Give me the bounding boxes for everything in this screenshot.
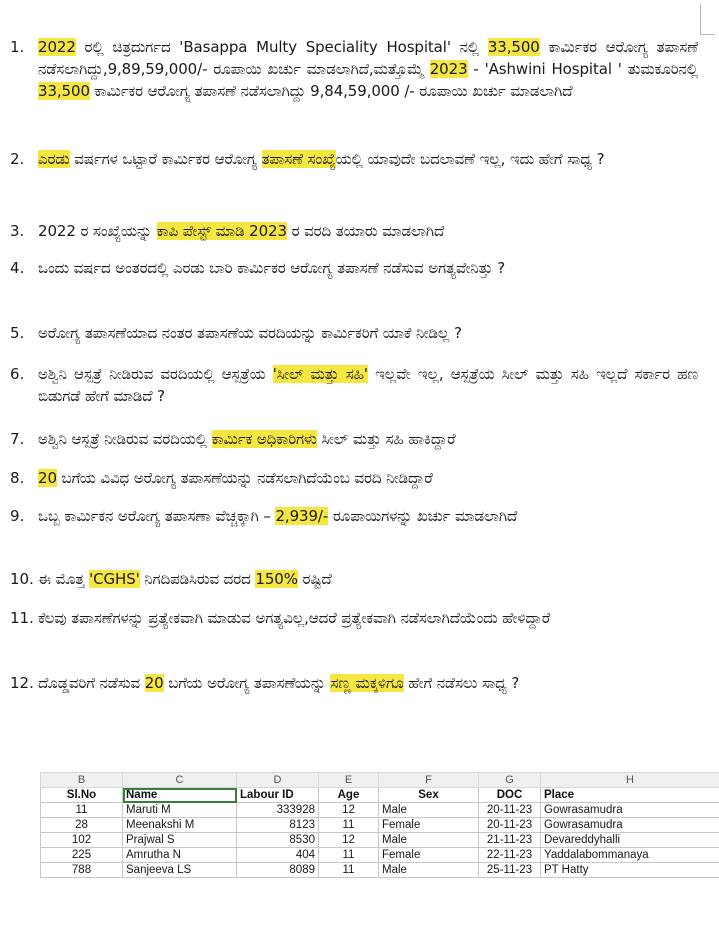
- cell-name[interactable]: Amrutha N: [123, 848, 237, 863]
- cell-doc[interactable]: 20-11-23: [479, 803, 541, 818]
- text-run: ಕೆಲವು ತಪಾಸಣೆಗಳನ್ನು ಪ್ರತ್ಯೇಕವಾಗಿ ಮಾಡುವ ಅಗತ್ಯವಿಲ್ಲ,ಆದರೆ ಪ್ರತ್ಯೇಕವಾಗಿ ನಡೆಸಲಾಗಿದೆಯೆಂದು ಹೇಳಿದ್ದಾರೆ: [38, 609, 551, 627]
- text-run: ಬಗೆಯ ವಿವಿಧ ಅರೋಗ್ಯ ತಪಾಸಣೆಯನ್ನು ನಡೆಸಲಾಗಿದೆಯೆಂಬ ವರದಿ ನೀಡಿದ್ದಾರೆ: [56, 469, 433, 487]
- cell-sex[interactable]: Male: [379, 863, 479, 878]
- item-text: [38, 148, 698, 170]
- highlighted-text: ಎರಡು: [38, 150, 70, 168]
- cell-place[interactable]: Yaddalabommanaya: [541, 848, 719, 863]
- item-text: [38, 428, 698, 450]
- cell-sl-no[interactable]: 11: [41, 803, 123, 818]
- item-text: [38, 36, 698, 102]
- item-text: [38, 505, 698, 527]
- item-text: [38, 568, 698, 590]
- text-run: ನಿಗದಿಪಡಿಸಿರುವ ದರದ: [139, 570, 256, 588]
- column-letter-row: [41, 773, 719, 788]
- text-run: ಕಾರ್ಮಿಕರ ಆರೋಗ್ಯ ತಪಾಸಣೆ ನಡೆಸಲಾಗಿದ್ದು,9,89,59,000/- ರೂಪಾಯಿ ಖರ್ಚು ಮಾಡಲಾಗಿದೆ,ಮತ್ತೊಮ್ಮೆ: [38, 38, 698, 78]
- text-run: ರ ವರದಿ ತಯಾರು ಮಾಡಲಾಗಿದೆ: [286, 222, 445, 240]
- header-age[interactable]: Age: [319, 788, 379, 803]
- text-run: ವರ್ಷಗಳ ಒಟ್ಟಾರೆ ಕಾರ್ಮಿಕರ ಆರೋಗ್ಯ: [69, 150, 262, 168]
- column-letter[interactable]: B: [41, 773, 123, 788]
- cell-doc[interactable]: 20-11-23: [479, 818, 541, 833]
- item-number: 1.: [10, 38, 25, 56]
- highlighted-text: 150%: [255, 570, 298, 588]
- text-run: ಅರೋಗ್ಯ ತಪಾಸಣೆಯಾದ ನಂತರ ತಪಾಸಣೆಯ ವರದಿಯನ್ನು ಕಾರ್ಮಿಕರಿಗೆ ಯಾಕೆ ನೀಡಿಲ್ಲ ?: [38, 324, 462, 342]
- item-text: [38, 322, 698, 344]
- item-number: 11.: [10, 609, 34, 627]
- text-run: ರಷ್ಟಿದೆ: [297, 570, 332, 588]
- text-run: ಅಶ್ವಿನಿ ಆಸ್ಪತ್ರೆ ನೀಡಿರುವ ವರದಿಯಲ್ಲಿ ಆಸ್ಪತ್ರೆಯ: [38, 365, 273, 383]
- highlighted-text: 33,500: [487, 38, 540, 56]
- highlighted-text: 'CGHS': [89, 570, 140, 588]
- text-run: 2022 ರ ಸಂಖ್ಯೆಯನ್ನು: [38, 222, 157, 240]
- cell-place[interactable]: PT Hatty: [541, 863, 719, 878]
- spreadsheet-snippet: [40, 772, 719, 878]
- table-row: [41, 818, 719, 833]
- column-letter[interactable]: E: [319, 773, 379, 788]
- item-number: 12.: [10, 674, 34, 692]
- item-text: [38, 467, 698, 489]
- cell-age[interactable]: 11: [319, 848, 379, 863]
- table-row: [41, 848, 719, 863]
- cell-sl-no[interactable]: 225: [41, 848, 123, 863]
- page-corner-mark: [700, 4, 715, 35]
- cell-place[interactable]: Gowrasamudra: [541, 818, 719, 833]
- cell-name[interactable]: Maruti M: [123, 803, 237, 818]
- cell-doc[interactable]: 21-11-23: [479, 833, 541, 848]
- text-run: ಒಬ್ಬ ಕಾರ್ಮಿಕನ ಅರೋಗ್ಯ ತಪಾಸಣಾ ವೆಚ್ಚಕ್ಕಾಗಿ –: [38, 507, 276, 525]
- item-text: [38, 672, 698, 694]
- cell-labour-id[interactable]: 404: [237, 848, 319, 863]
- text-run: ಬಗೆಯ ಅರೋಗ್ಯ ತಪಾಸಣೆಯನ್ನು: [163, 674, 331, 692]
- table-row: [41, 833, 719, 848]
- cell-place[interactable]: Gowrasamudra: [541, 803, 719, 818]
- header-sex[interactable]: Sex: [379, 788, 479, 803]
- item-number: 9.: [10, 507, 25, 525]
- header-name[interactable]: Name: [123, 788, 237, 803]
- cell-place[interactable]: Devareddyhalli: [541, 833, 719, 848]
- item-number: 8.: [10, 469, 25, 487]
- item-number: 6.: [10, 365, 25, 383]
- cell-labour-id[interactable]: 8530: [237, 833, 319, 848]
- item-number: 4.: [10, 259, 25, 277]
- item-number: 10.: [10, 570, 34, 588]
- highlighted-text: ಕಾಪಿ ಪೇಸ್ಟ್ ಮಾಡಿ 2023: [156, 222, 287, 240]
- text-run: ಈ ಮೊತ್ತ: [38, 570, 90, 588]
- text-run: ಹೇಗೆ ನಡೆಸಲು ಸಾಧ್ಯ ?: [403, 674, 520, 692]
- cell-sex[interactable]: Female: [379, 818, 479, 833]
- text-run: ಸೀಲ್ ಮತ್ತು ಸಹಿ ಹಾಕಿದ್ದಾರೆ: [316, 430, 456, 448]
- cell-age[interactable]: 11: [319, 818, 379, 833]
- header-labour-id[interactable]: Labour ID: [237, 788, 319, 803]
- highlighted-text: 33,500: [38, 82, 90, 100]
- labour-table: [40, 772, 719, 878]
- cell-name[interactable]: Meenakshi M: [123, 818, 237, 833]
- cell-sex[interactable]: Female: [379, 848, 479, 863]
- highlighted-text: 2023: [429, 60, 468, 78]
- table-row: [41, 863, 719, 878]
- cell-sl-no[interactable]: 788: [41, 863, 123, 878]
- highlighted-text: 2,939/-: [275, 507, 329, 525]
- highlighted-text: ಸಣ್ಣ ಮಕ್ಕಳಿಗೂ: [330, 674, 404, 692]
- cell-sex[interactable]: Male: [379, 803, 479, 818]
- item-number: 3.: [10, 222, 25, 240]
- column-letter[interactable]: D: [237, 773, 319, 788]
- item-number: 7.: [10, 430, 25, 448]
- cell-labour-id[interactable]: 8123: [237, 818, 319, 833]
- item-number: 2.: [10, 150, 25, 168]
- cell-age[interactable]: 11: [319, 863, 379, 878]
- text-run: - 'Ashwini Hospital ' ತುಮಕೂರಿನಲ್ಲಿ: [467, 60, 699, 78]
- column-letter[interactable]: C: [123, 773, 237, 788]
- text-run: ಇಲ್ಲವೇ ಇಲ್ಲ, ಆಸ್ಪತ್ರೆಯ ಸೀಲ್ ಮತ್ತು ಸಹಿ ಇಲ್ಲದೆ ಸರ್ಕಾರ ಹಣ ಬಿಡುಗಡೆ ಹೇಗೆ ಮಾಡಿದೆ ?: [38, 365, 698, 405]
- highlighted-text: 2022: [38, 38, 76, 56]
- cell-sl-no[interactable]: 28: [41, 818, 123, 833]
- table-row: [41, 803, 719, 818]
- text-run: ಯಲ್ಲಿ ಯಾವುದೇ ಬದಲಾವಣೆ ಇಲ್ಲ, ಇದು ಹೇಗೆ ಸಾಧ್ಯ ?: [335, 150, 605, 168]
- item-text: [38, 363, 698, 407]
- cell-doc[interactable]: 25-11-23: [479, 863, 541, 878]
- cell-labour-id[interactable]: 333928: [237, 803, 319, 818]
- item-text: [38, 220, 698, 242]
- text-run: ದೊಡ್ಡವರಿಗೆ ನಡೆಸುವ: [38, 674, 145, 692]
- text-run: ರೂಪಾಯಿಗಳನ್ನು ಖರ್ಚು ಮಾಡಲಾಗಿದೆ: [328, 507, 518, 525]
- cell-name[interactable]: Sanjeeva LS: [123, 863, 237, 878]
- highlighted-text: ತಪಾಸಣೆ ಸಂಖ್ಯೆ: [261, 150, 336, 168]
- text-run: ರಲ್ಲಿ ಚಿತ್ರದುರ್ಗದ 'Basappa Multy Speciality Hospital' ನಲ್ಲಿ: [75, 38, 488, 56]
- column-letter[interactable]: H: [541, 773, 719, 788]
- cell-sex[interactable]: Male: [379, 833, 479, 848]
- highlighted-text: ಕಾರ್ಮಿಕ ಅಧಿಕಾರಿಗಳು: [211, 430, 317, 448]
- cell-age[interactable]: 12: [319, 803, 379, 818]
- cell-sl-no[interactable]: 102: [41, 833, 123, 848]
- text-run: ಕಾರ್ಮಿಕರ ಆರೋಗ್ಯ ತಪಾಸಣೆ ನಡೆಸಲಾಗಿದ್ದು 9,84,59,000 /- ರೂಪಾಯಿ ಖರ್ಚು ಮಾಡಲಾಗಿದೆ: [89, 82, 573, 100]
- highlighted-text: 'ಸೀಲ್ ಮತ್ತು ಸಹಿ': [272, 365, 368, 383]
- item-text: [38, 607, 698, 629]
- item-text: [38, 257, 698, 279]
- column-letter[interactable]: G: [479, 773, 541, 788]
- cell-name[interactable]: Prajwal S: [123, 833, 237, 848]
- text-run: ಅಶ್ವಿನಿ ಆಸ್ಪತ್ರೆ ನೀಡಿರುವ ವರದಿಯಲ್ಲಿ: [38, 430, 212, 448]
- header-place[interactable]: Place: [541, 788, 719, 803]
- table-header-row: [41, 788, 719, 803]
- text-run: ಒಂದು ವರ್ಷದ ಅಂತರದಲ್ಲಿ ಎರಡು ಬಾರಿ ಕಾರ್ಮಿಕರ ಆರೋಗ್ಯ ತಪಾಸಣೆ ನಡೆಸುವ ಅಗತ್ಯವೇನಿತ್ತು ?: [38, 259, 506, 277]
- column-letter[interactable]: F: [379, 773, 479, 788]
- header-sl-no[interactable]: Sl.No: [41, 788, 123, 803]
- header-doc[interactable]: DOC: [479, 788, 541, 803]
- cell-doc[interactable]: 22-11-23: [479, 848, 541, 863]
- item-number: 5.: [10, 324, 25, 342]
- cell-labour-id[interactable]: 8089: [237, 863, 319, 878]
- highlighted-text: 20: [38, 469, 57, 487]
- cell-age[interactable]: 12: [319, 833, 379, 848]
- highlighted-text: 20: [144, 674, 164, 692]
